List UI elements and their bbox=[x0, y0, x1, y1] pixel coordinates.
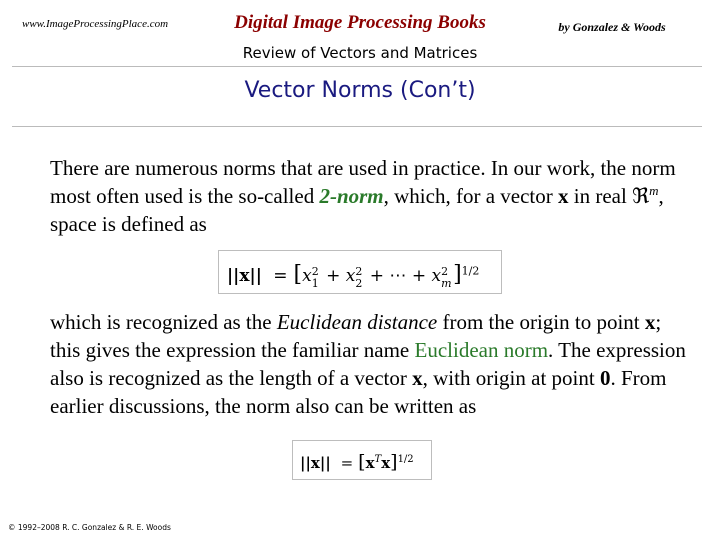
header-website: www.ImageProcessingPlace.com bbox=[22, 18, 169, 30]
real-symbol: ℜ bbox=[632, 184, 650, 208]
eq1-x2: x bbox=[345, 266, 356, 286]
text-fragment: from the origin to point bbox=[437, 310, 645, 334]
eq1-xm-subscript: m bbox=[441, 277, 452, 290]
top-divider bbox=[12, 66, 702, 67]
text-fragment: . From earlier discussions, the norm also can be written as bbox=[50, 366, 667, 418]
eq1-xm-scripts bbox=[441, 265, 453, 290]
eq2-left-bracket: [ bbox=[358, 451, 366, 473]
eq1-xm-power: 2 bbox=[441, 265, 449, 278]
eq2-x: x bbox=[365, 454, 375, 472]
eq1-x1: x bbox=[302, 266, 312, 286]
eq1-plus-dots: + ⋯ + bbox=[364, 266, 432, 286]
text-fragment: , with origin at point bbox=[422, 366, 600, 390]
origin-zero: 0 bbox=[599, 366, 611, 390]
equation-norm-transpose bbox=[292, 440, 432, 480]
header-authors: by Gonzalez & Woods bbox=[558, 20, 666, 34]
text-fragment: which is recognized as the bbox=[50, 310, 277, 334]
eq2-x2: x bbox=[381, 454, 391, 472]
term-euclidean-norm: Euclidean norm bbox=[414, 338, 549, 362]
eq1-x1-power: 2 bbox=[311, 265, 319, 278]
eq1-x1-subscript: 1 bbox=[311, 277, 319, 290]
eq1-x2-subscript: 2 bbox=[355, 277, 363, 290]
vector-x: x bbox=[558, 184, 569, 208]
paragraph-euclidean bbox=[50, 308, 690, 420]
eq2-lhs: ||x|| bbox=[300, 454, 331, 472]
vector-x: x bbox=[412, 366, 423, 390]
term-2-norm: 2-norm bbox=[319, 184, 384, 208]
paragraph-intro bbox=[50, 154, 690, 238]
equation-2-norm bbox=[218, 250, 502, 294]
copyright-footer: © 1992–2008 R. C. Gonzalez & R. E. Woods bbox=[8, 523, 171, 532]
eq2-exponent: 1/2 bbox=[397, 454, 414, 465]
eq1-x2-power: 2 bbox=[355, 265, 363, 278]
eq2-transpose: T bbox=[374, 454, 382, 465]
eq1-exponent: 1/2 bbox=[461, 264, 480, 278]
euclidean-distance: Euclidean distance bbox=[276, 310, 438, 334]
eq1-lhs: ||x|| bbox=[227, 266, 262, 286]
title-divider bbox=[12, 126, 702, 127]
eq1-right-bracket: ] bbox=[453, 262, 462, 287]
section-subtitle: Review of Vectors and Matrices bbox=[242, 44, 478, 62]
text-fragment: ; this gives the expression the familiar name bbox=[50, 310, 662, 362]
eq1-plus: + bbox=[320, 266, 346, 286]
eq1-xm: x bbox=[431, 266, 442, 286]
eq1-x2-scripts bbox=[355, 265, 364, 290]
dimension-m: m bbox=[649, 183, 659, 198]
eq2-equals: = bbox=[340, 454, 354, 472]
text-fragment: There are numerous norms that are used in practice. In our work, the norm most often used is the so-called bbox=[50, 156, 676, 208]
eq1-equals: = bbox=[273, 266, 288, 286]
eq2-right-bracket: ] bbox=[390, 451, 398, 473]
text-fragment: in real bbox=[568, 184, 633, 208]
text-fragment: , space is defined as bbox=[50, 184, 664, 236]
slide-title: Vector Norms (Con’t) bbox=[244, 78, 476, 103]
header-book-title: Digital Image Processing Books bbox=[234, 12, 486, 33]
eq1-left-bracket: [ bbox=[293, 262, 303, 287]
vector-x: x bbox=[644, 310, 656, 334]
text-fragment: , which, for a vector bbox=[383, 184, 558, 208]
text-fragment: . The expression also is recognized as the length of a vector bbox=[50, 338, 686, 390]
eq1-x1-scripts bbox=[311, 265, 321, 290]
